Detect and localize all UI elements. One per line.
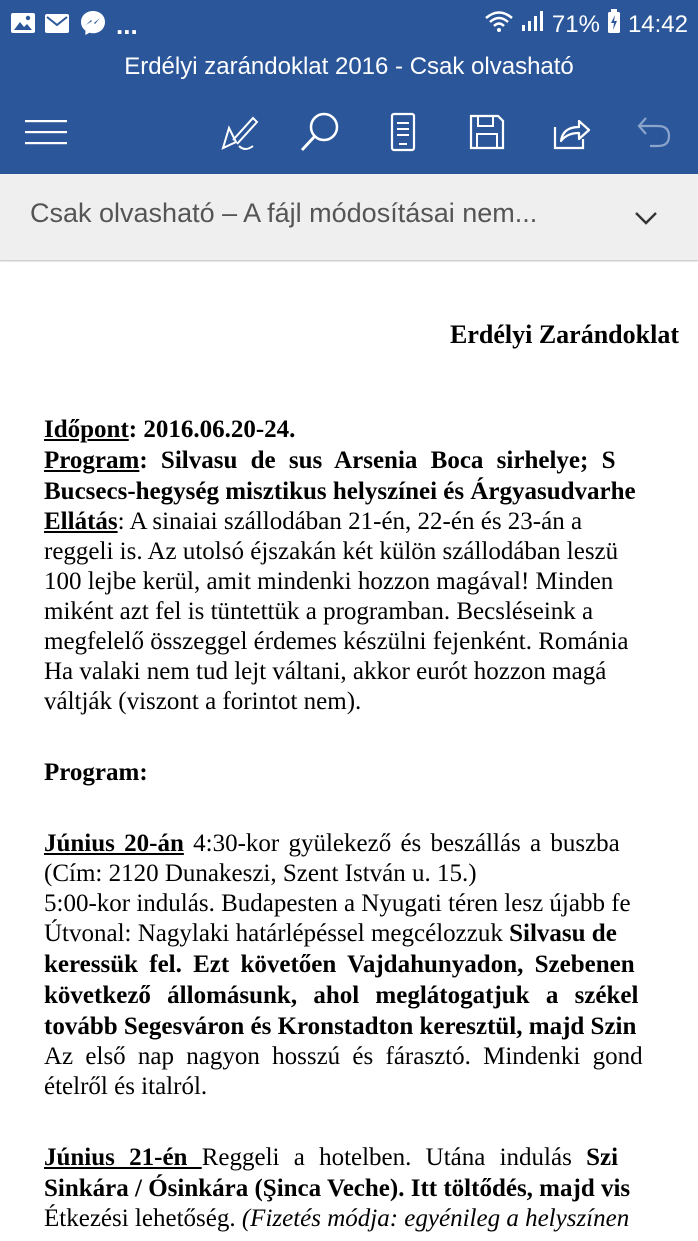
- save-button[interactable]: [463, 108, 511, 156]
- doc-line: Bucsecs-hegység misztikus helyszínei és Árgyasudvarhe: [44, 478, 636, 505]
- mobile-view-icon: [388, 112, 418, 152]
- doc-line: Program: Silvasu de sus Arsenia Boca sirhelye; S: [44, 447, 616, 474]
- doc-line: Az első nap nagyon hosszú és fárasztó. Mindenki gond: [44, 1043, 643, 1070]
- document-body[interactable]: [0, 262, 698, 1241]
- status-left: [10, 10, 138, 41]
- doc-line: ételről és italról.: [44, 1073, 208, 1100]
- battery-icon: [606, 8, 622, 41]
- infobar-text: Csak olvasható – A fájl módosításai nem...: [30, 198, 538, 228]
- doc-line: keressük fel. Ezt követően Vajdahunyadon, Szebenen: [44, 951, 635, 978]
- doc-line: Ha valaki nem tud lejt váltani, akkor eurót hozzon magá: [44, 658, 607, 685]
- wifi-icon: [484, 9, 514, 40]
- doc-line: (Cím: 2120 Dunakeszi, Szent István u. 15.): [44, 860, 477, 887]
- doc-line: megfelelő összeggel érdemes készülni fejenként. Románia: [44, 628, 629, 655]
- search-button[interactable]: [296, 108, 344, 156]
- program-heading: Program:: [44, 759, 148, 786]
- doc-line: Június 20-án 4:30-kor gyülekező és beszállás a buszba: [44, 830, 620, 857]
- doc-line: tovább Segesváron és Kronstadton keresztül, majd Szin: [44, 1013, 637, 1040]
- doc-line: 100 lejbe kerül, amit mindenki hozzon magával! Minden: [44, 568, 614, 595]
- undo-icon: [636, 114, 672, 150]
- doc-line: Ellátás: A sinaiai szállodában 21-én, 22-én és 23-án a: [44, 508, 583, 535]
- menu-button[interactable]: [22, 108, 70, 156]
- menu-icon: [25, 118, 67, 146]
- gallery-icon: [10, 11, 36, 40]
- search-icon: [299, 111, 341, 153]
- status-dots: ...: [116, 10, 138, 40]
- read-only-infobar[interactable]: [0, 174, 698, 261]
- doc-line: reggeli is. Az utolsó éjszakán két külön szállodában leszü: [44, 538, 619, 565]
- mail-icon: [44, 11, 72, 40]
- document-title: Erdélyi zarándoklat 2016 - Csak olvasható: [124, 53, 574, 80]
- doc-line: miként azt fel is tüntettük a programban. Becsléseink a: [44, 598, 594, 625]
- share-button[interactable]: [546, 108, 594, 156]
- toolbar: [0, 90, 698, 174]
- clock: 14:42: [627, 10, 688, 38]
- status-bar: [0, 0, 698, 50]
- edit-button[interactable]: [215, 108, 263, 156]
- doc-line: váltják (viszont a forintot nem).: [44, 688, 362, 715]
- battery-percent: 71%: [551, 10, 600, 38]
- doc-heading: Erdélyi Zarándoklat: [450, 320, 679, 349]
- save-icon: [468, 113, 506, 151]
- doc-line: Sinkára / Ósinkára (Şinca Veche). Itt töltődés, majd vis: [44, 1175, 631, 1202]
- chevron-down-icon: [626, 204, 666, 234]
- pen-icon: [219, 112, 259, 152]
- doc-line: Időpont: 2016.06.20-24.: [44, 416, 296, 443]
- doc-line: következő állomásunk, ahol meglátogatjuk a székel: [44, 982, 639, 1009]
- messenger-icon: [80, 10, 106, 41]
- doc-line: 5:00-kor indulás. Budapesten a Nyugati téren lesz újabb fe: [44, 890, 631, 917]
- expand-button[interactable]: [626, 204, 666, 234]
- title-bar: [0, 50, 698, 90]
- doc-line: Étkezési lehetőség. (Fizetés módja: egyénileg a helyszínen: [44, 1205, 630, 1232]
- undo-button[interactable]: [630, 108, 678, 156]
- signal-icon: [520, 9, 546, 40]
- status-right: [484, 8, 698, 41]
- share-icon: [549, 113, 591, 151]
- doc-line: Június 21-én Reggeli a hotelben. Utána indulás Szi: [44, 1144, 619, 1171]
- doc-line: Útvonal: Nagylaki határlépéssel megcélozzuk Silvasu de: [44, 920, 617, 947]
- mobile-view-button[interactable]: [379, 108, 427, 156]
